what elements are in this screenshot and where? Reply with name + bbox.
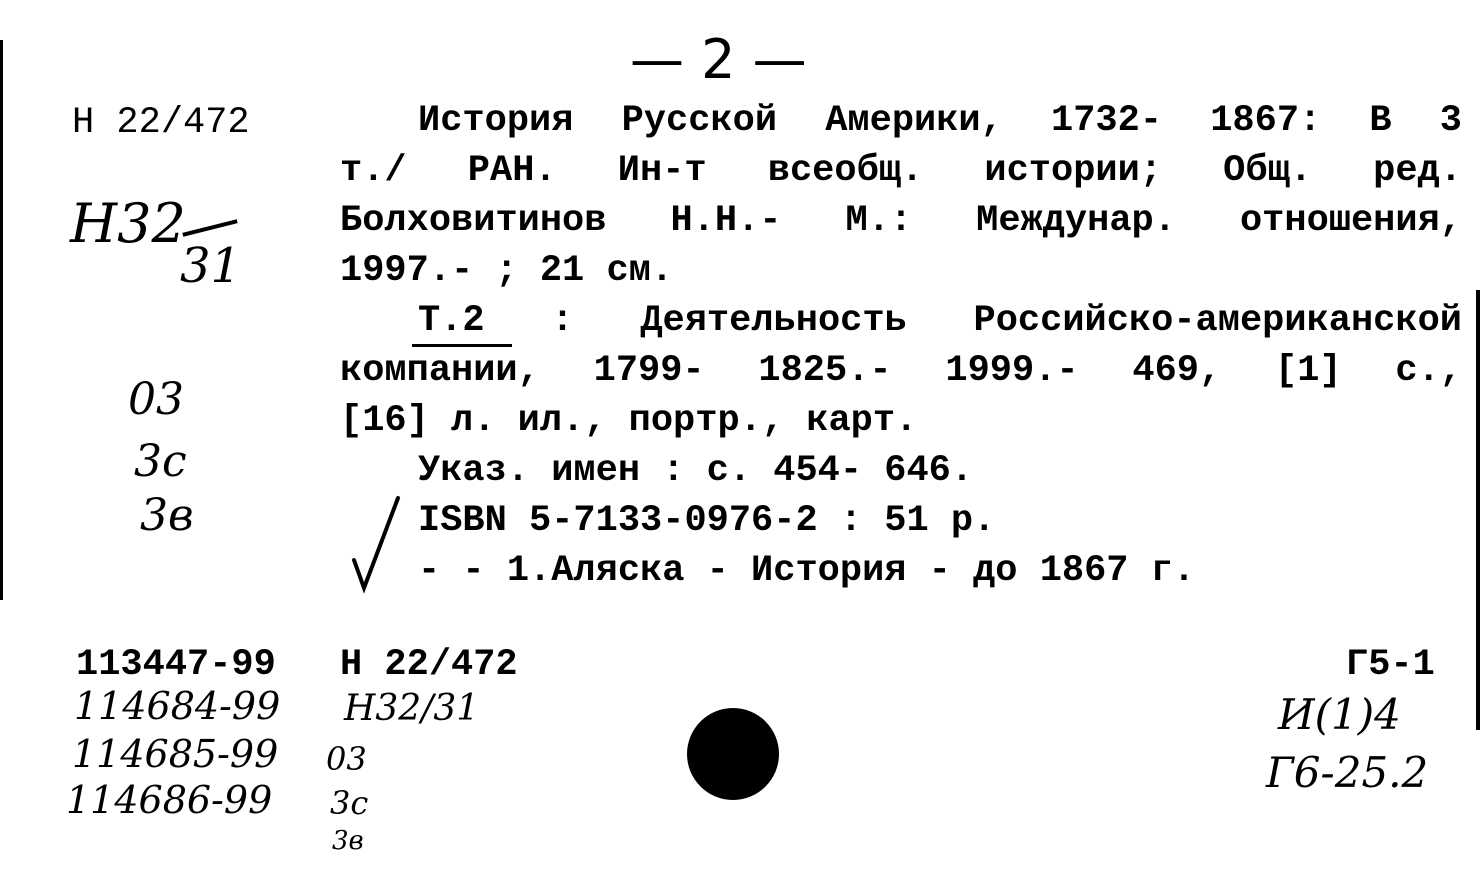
volume-underline: [412, 344, 512, 347]
inventory-number: 113447-99: [76, 644, 276, 686]
handwritten-code-bottom: 03: [326, 740, 367, 778]
handwritten-code-3: 3в: [140, 490, 194, 541]
check-mark-icon: [348, 494, 404, 594]
record-line: ISBN 5-7133-0976-2 : 51 р.: [418, 500, 996, 542]
handwritten-shelf-repeat: Н32/31: [344, 688, 480, 729]
shelf-mark: Н 22/472: [72, 102, 250, 144]
shelf-mark-repeat: Н 22/472: [340, 644, 518, 686]
record-line: Указ. имен : с. 454- 646.: [418, 450, 974, 492]
record-line: История Русской Америки, 1732- 1867: В 3: [418, 100, 1462, 142]
inventory-number: 114686-99: [66, 778, 273, 822]
handwritten-code-1: 03: [128, 374, 184, 425]
handwritten-code-2: 3с: [134, 436, 187, 487]
record-line: - - 1.Аляска - История - до 1867 г.: [418, 550, 1196, 592]
handwritten-fraction-bar: [182, 219, 237, 236]
record-line: 1997.- ; 21 см.: [340, 250, 674, 292]
right-edge-mark: [1476, 290, 1480, 730]
handwritten-class-code: Г6-25.2: [1266, 748, 1429, 797]
left-edge-mark: [0, 40, 3, 600]
handwritten-class-code: И(1)4: [1278, 690, 1401, 739]
record-line: [16] л. ил., портр., карт.: [340, 400, 918, 442]
handwritten-code-bottom: 3в: [332, 826, 364, 856]
record-line: Т.2 : Деятельность Российско-американской: [418, 300, 1462, 342]
handwritten-shelf-mark-bottom: 31: [180, 238, 242, 294]
inventory-number: 114685-99: [72, 732, 279, 776]
inventory-number: 114684-99: [74, 684, 281, 728]
handwritten-code-bottom: 3с: [330, 784, 369, 822]
class-code: Г5-1: [1346, 644, 1435, 686]
page-number: — 2 —: [630, 28, 807, 91]
record-line: т./ РАН. Ин-т всеобщ. истории; Общ. ред.: [340, 150, 1462, 192]
record-line: Болховитинов Н.Н.- М.: Междунар. отношения,: [340, 200, 1462, 242]
record-line: компании, 1799- 1825.- 1999.- 469, [1] с.,: [340, 350, 1462, 392]
punch-hole: [687, 708, 779, 800]
handwritten-shelf-mark-top: Н32: [70, 192, 186, 255]
